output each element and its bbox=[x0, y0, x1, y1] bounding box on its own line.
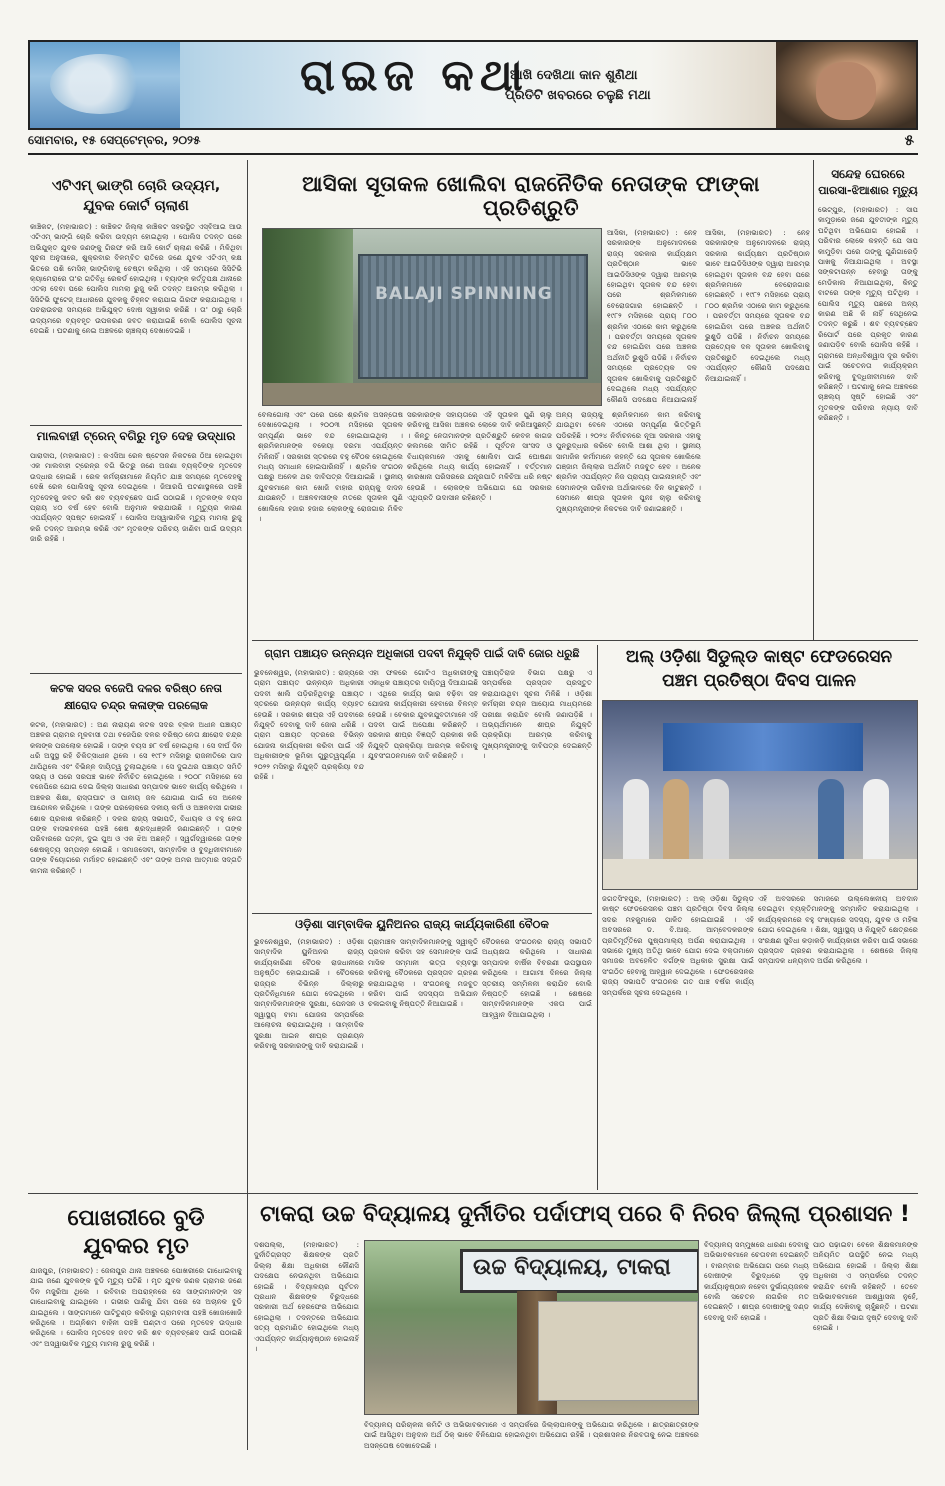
aska-body-4b: ଆସିକା, (ମହାଭାରତ) : ନେହ ସରକାରଙ୍କ ଅନୁମୋଦନରେ ରାଜ୍ୟ ସରକାର କାର୍ଯ୍ୟକ୍ଷମ ପ୍ରତିଷ୍ଠାନ ଭାବେ ଆଇଡିସିଓଙ୍କ ଦ୍ୱାରା ଆରମ୍ଭ ହୋଇଥିବା ସୂତାକଳ ବନ୍ଦ ହେବା ପରେ ଶ୍ରମିକମାନେ ବେରୋଜଗାର ହୋଇଛନ୍ତି । ୧୯୮୨ ମସିହାରେ ପ୍ରାୟ ୮୦୦ ଶ୍ରମିକ ଏଠାରେ କାମ କରୁଥିଲେ । ପରବର୍ତ୍ତୀ ସମୟରେ ସୂତାକଳ ବନ୍ଦ ହୋଇଯିବା ପରେ ଅଞ୍ଚଳର ଅର୍ଥନୀତି ଭୁଶୁଡି ପଡିଛି । ନିର୍ବାଚନ ସମୟରେ ପ୍ରତ୍ୟେକ ଦଳ ସୂତାକଳ ଖୋଲିବାକୁ ପ୍ରତିଶ୍ରୁତି ଦେଇଥିଲେ ମଧ୍ୟ ଏପର୍ଯ୍ୟନ୍ତ କୌଣସି ପଦକ୍ଷେପ ନିଆଯାଇନାହିଁ । bbox=[705, 228, 810, 383]
school-body-3: ବିଦ୍ୟାଳୟ ସମ୍ମୁଖରେ ଧାରଣା ଦେବାକୁ ଅଭିଭାବକମାନେ ଚେତାବନୀ ଦେଇଛନ୍ତି । ବାରମ୍ବାର ଅଭିଯୋଗ ପରେ ମଧ୍ୟ ଦୋଷୀଙ୍କ ବିରୁଦ୍ଧରେ ଦୃଢ଼ କାର୍ଯ୍ୟାନୁଷ୍ଠାନ ନହେବା ଦୁର୍ଭାଗ୍ୟଜନକ ବୋଲି ସଚେତନ ନାଗରିକ ମତ ଦେଇଛନ୍ତି । ଶୀଘ୍ର ଦୋଷୀଙ୍କୁ ଦଣ୍ଡ ଦେବାକୁ ଦାବି ହୋଇଛି । bbox=[704, 1240, 809, 1322]
dateline bbox=[28, 133, 918, 155]
death-body: ଭେଟ୍‌ପୁର, (ମହାଭାରତ) : ସାପ କାମୁଡ଼ାରେ ଜଣେ ଯୁବତୀଙ୍କ ମୃତ୍ୟୁ ଘଟିଥିବା ଅଭିଯୋଗ ହୋଇଛି । ପରିବାର ଲୋକେ କହନ୍ତି ଯେ ସାପ କାମୁଡ଼ିବା ପରେ ତାଙ୍କୁ ଗୁଣିଗାରେଡ଼ି ପାଖକୁ ନିଆଯାଇଥିଲା । ଅବସ୍ଥା ସଙ୍କଟାପନ୍ନ ହେବାରୁ ତାଙ୍କୁ ମେଡିକାଲ ନିଆଯାଇଥିଲା, କିନ୍ତୁ ବାଟରେ ତାଙ୍କ ମୃତ୍ୟୁ ଘଟିଥିଲା । ପୋଲିସ ମୃତ୍ୟୁ ପଛରେ ଅନ୍ୟ କାରଣ ଅଛି କି ନାହିଁ ସେଥିନେଇ ତଦନ୍ତ କରୁଛି । ଶବ ବ୍ୟବଚ୍ଛେଦ ରିପୋର୍ଟ ପରେ ପ୍ରକୃତ କାରଣ ଜଣାପଡ଼ିବ ବୋଲି ପୋଲିସ କହିଛି । ଗ୍ରାମରେ ଅନ୍ଧବିଶ୍ୱାସ ଦୂର କରିବା ପାଇଁ ସଚେତନତା କାର୍ଯ୍ୟକ୍ରମ କରିବାକୁ ବୁଦ୍ଧିଜୀବୀମାନେ ଦାବି କରିଛନ୍ତି । ଘଟଣାକୁ ନେଇ ଅଞ୍ଚଳରେ ଚାଞ୍ଚଲ୍ୟ ସୃଷ୍ଟି ହୋଇଛି ଏବଂ ମୃତକଙ୍କ ପରିବାର ନ୍ୟାୟ ଦାବି କରିଛନ୍ତି । bbox=[818, 205, 918, 423]
masthead bbox=[28, 40, 918, 130]
pond-body: ଯାଜପୁର, (ମହାଭାରତ) : ଜେନାପୁର ଥାନା ଅଞ୍ଚଳରେ ପୋଖରୀରେ ଗାଧୋଇବାକୁ ଯାଇ ଜଣେ ଯୁବକଙ୍କ ବୁଡି ମୃତ୍ୟୁ ଘଟିଛି । ମୃତ ଯୁବକ ଜଣକ ଗ୍ରାମର ଜଣେ ଦିନ ମଜୁରିଆ ଥିଲେ । ରବିବାର ଅପରାହ୍ନରେ ସେ ସାଙ୍ଗମାନଙ୍କ ସହ ଗାଧୋଇବାକୁ ଯାଇଥିଲେ । ଗଭୀର ପାଣିକୁ ଯିବା ପରେ ସେ ଅଚାନକ ବୁଡି ଯାଇଥିଲେ । ସାଙ୍ଗମାନେ ପାଟିତୁଣ୍ଡ କରିବାରୁ ଗ୍ରାମବାସୀ ପହଞ୍ଚି ଖୋଜାଖୋଜି କରିଥିଲେ । ଅଗ୍ନିଶମ ବାହିନୀ ପହଞ୍ଚି ଘଣ୍ଟାଏ ପରେ ମୃତଦେହ ଉଦ୍ଧାର କରିଥିଲେ । ପୋଲିସ ମୃତଦେହ ଜବତ କରି ଶବ ବ୍ୟବଚ୍ଛେଦ ପାଇଁ ପଠାଇଛି ଏବଂ ଅସ୍ୱାଭାବିକ ମୃତ୍ୟୁ ମାମଲା ରୁଜୁ କରିଛି । bbox=[30, 1266, 242, 1348]
atm-headline-2: ଯୁବକ କୋର୍ଟ ଚାଲାଣ bbox=[83, 198, 189, 214]
train-body: ପାରାଦୀପ, (ମହାଭାରତ) : କଏସିଆ ରେଳ ଷ୍ଟେସନ ନିକଟରେ ଠିଆ ହୋଇଥିବା ଏକ ମାଲବାହୀ ଟ୍ରେନ୍‌ର ବଗି ଭିତରୁ ଜଣେ ଅଜଣା ବ୍ୟକ୍ତିଙ୍କ ମୃତଦେହ ଉଦ୍ଧାର ହୋଇଛି । ରେଳ କର୍ମଚାରୀମାନେ ନିୟମିତ ଯାଞ୍ଚ ସମୟରେ ମୃତଦେହକୁ ଦେଖି ରେଳ ପୋଲିସକୁ ସୂଚନା ଦେଇଥିଲେ । ଜିଆରପି ଘଟଣାସ୍ଥଳରେ ପହଞ୍ଚି ମୃତଦେହକୁ ଜବତ କରି ଶବ ବ୍ୟବଚ୍ଛେଦ ପାଇଁ ପଠାଇଛି । ମୃତକଙ୍କ ବୟସ ପ୍ରାୟ ୪୦ ବର୍ଷ ହେବ ବୋଲି ଅନୁମାନ କରାଯାଉଛି । ମୃତ୍ୟୁର କାରଣ ଏପର୍ଯ୍ୟନ୍ତ ସ୍ପଷ୍ଟ ହୋଇନାହିଁ । ପୋଲିସ ଅସ୍ୱାଭାବିକ ମୃତ୍ୟୁ ମାମଲା ରୁଜୁ କରି ତଦନ୍ତ ଆରମ୍ଭ କରିଛି ଏବଂ ମୃତକଙ୍କ ପରିଚୟ ଜାଣିବା ପାଇଁ ଉଦ୍ୟମ ଜାରି ରହିଛି । bbox=[30, 451, 242, 544]
photo-banner bbox=[663, 723, 863, 771]
school-body-2: ବିଦ୍ୟାଳୟ ପରିଚାଳନା କମିଟି ଓ ଅଭିଭାବକମାନେ ଏ ସମ୍ପର୍କରେ ଜିଲ୍ଲାପାଳଙ୍କୁ ଅଭିଯୋଗ କରିଥିଲେ । ଛାତ୍ରଛାତ୍ରୀଙ୍କ ପାଇଁ ଆସିଥିବା ଅନୁଦାନ ଅର୍ଥ ଠିକ୍ ଭାବେ ବିନିଯୋଗ ହୋଇନଥିବା ଅଭିଯୋଗ ରହିଛି । ପ୍ରଶାସନର ନିରବତାକୁ ନେଇ ଅଞ୍ଚଳରେ ଅସନ୍ତୋଷ ଦେଖାଦେଇଛି । bbox=[364, 1420, 699, 1450]
federation-headline-1: ଅଲ୍ ଓଡ଼ିଶା ସିଡୁଲ୍ଡ କାଷ୍ଟ ଫେଡରେସନ bbox=[625, 647, 893, 667]
aska-body-4a: ଅନ୍ୟ ରାଜ୍ୟକୁ ଶ୍ରମିକମାନେ କାମ କରିବାକୁ ଯାଉଥିବା ବେଳେ ଏଠାରେ ସମ୍ପୂର୍ଣ୍ଣ ଭିତ୍ତିଭୂମି ପଡିରହିଛି । ୨୦୨୪ ନିର୍ବାଚନରେ ନୂଆ ସରକାର ଏହାକୁ ପୁନରୁଦ୍ଧାର କରିବେ ବୋଲି ଆଶା ଥିଲା । ସ୍ଥାନୀୟ ସାମାଜିକ କର୍ମୀମାନେ କହନ୍ତି ଯେ ସୂତାକଳ ଖୋଲିଲେ ଗଞ୍ଜାମ ଜିଲ୍ଲାର ଅର୍ଥନୀତି ମଜବୁତ ହେବ । ଅନେକ ଶ୍ରମିକ ଏପର୍ଯ୍ୟନ୍ତ ନିଜ ପ୍ରାପ୍ୟ ପାଇନାହାନ୍ତି ଏବଂ ସେମାନଙ୍କ ପରିବାର ଅର୍ଥାଭାବରେ ଦିନ କାଟୁଛନ୍ତି । ସେମାନେ ଶୀଘ୍ର ସୂତାକଳ ପୁନଃ ଚାଲୁ କରିବାକୁ ମୁଖ୍ୟମନ୍ତ୍ରୀଙ୍କ ନିକଟରେ ଦାବି ଜଣାଇଛନ୍ତି । bbox=[556, 410, 701, 513]
death-headline-2: ପାରସା-ଝିଆଶାର ମୃତ୍ୟୁ bbox=[818, 184, 918, 197]
school-gate-photo bbox=[364, 1240, 699, 1415]
masthead-child-photo bbox=[776, 42, 916, 128]
gram-body-1: ଭୁବନେଶ୍ୱର, (ମହାଭାରତ) : ରାଜ୍ୟରେ ଗ୍ରାମ ପଞ୍ଚାୟତ ଉନ୍ନୟନ ଅଧିକାରୀ ପଦବୀ ଖାଲି ପଡ଼ିରହିଥିବାରୁ ପଞ୍ଚାୟତ ସ୍ତରରେ ଉନ୍ନୟନ କାର୍ଯ୍ୟ ବ୍ୟାହତ ହେଉଛି । ସରକାର ଶୀଘ୍ର ଏହି ପଦବୀରେ ନିଯୁକ୍ତି ଦେବାକୁ ଦାବି ଜୋର ଧରିଛି । ଗ୍ରାମ ପଞ୍ଚାୟତ ସ୍ତରରେ ବିଭିନ୍ନ ଯୋଜନା କାର୍ଯ୍ୟକାରୀ କରିବା ପାଇଁ ଏହି ଅଧିକାରୀଙ୍କ ଭୂମିକା ଗୁରୁତ୍ୱପୂର୍ଣ୍ଣ । ୨୦୨୨ ମସିହାରୁ ନିଯୁକ୍ତି ପ୍ରକ୍ରିୟା ବନ୍ଦ ରହିଛି । bbox=[254, 668, 364, 782]
federation-body-2: ଏହି ଅବସରରେ ସମାଜରେ ଉଲ୍ଲେଖନୀୟ ଅବଦାନ ଦେଇଥିବା ବ୍ୟକ୍ତିମାନଙ୍କୁ ସମ୍ମାନିତ କରାଯାଇଥିଲା । କାର୍ଯ୍ୟକ୍ରମରେ ବହୁ ସଂଖ୍ୟାରେ ସଦସ୍ୟ, ଯୁବକ ଓ ମହିଳା ଯୋଗ ଦେଇଥିଲେ । ଶିକ୍ଷା, ସ୍ୱାସ୍ଥ୍ୟ ଓ ନିଯୁକ୍ତି କ୍ଷେତ୍ରରେ ସଂରକ୍ଷଣ ସୁବିଧା କଡ଼ାକଡ଼ି କାର୍ଯ୍ୟକାରୀ କରିବା ପାଇଁ ସଭାରେ ପ୍ରସ୍ତାବ ଗ୍ରହଣ କରାଯାଇଥିଲା । ଶେଷରେ ଜିଲ୍ଲା ସମ୍ପାଦକ ଧନ୍ୟବାଦ ଅର୍ପଣ କରିଥିଲେ । bbox=[758, 894, 918, 966]
section-divider bbox=[28, 1193, 918, 1194]
newspaper-title: ରାଇଜ କଥା bbox=[300, 50, 529, 101]
photo-building bbox=[538, 1301, 698, 1401]
gram-body-2: ଏହା ଫଳରେ ଗୋଟିଏ ଅଧିକାରୀଙ୍କୁ ଏକାଧିକ ପଞ୍ଚାୟତର ଦାୟିତ୍ୱ ଦିଆଯାଇଛି । ଏଥିରେ କାର୍ଯ୍ୟ ଭାର ବଢ଼ିବା ସହ ଯୋଜନା କାର୍ଯ୍ୟକାରୀ ହେବାରେ ବିଳମ୍ବ ହେଉଛି । ବେକାର ଯୁବକଯୁବତୀମାନେ ଏହି ପଦବୀ ପାଇଁ ଅପେକ୍ଷା କରିଛନ୍ତି । ସରକାର ଶୀଘ୍ର ବିଜ୍ଞପ୍ତି ପ୍ରକାଶ କରି ନିଯୁକ୍ତି ପ୍ରକ୍ରିୟା ଆରମ୍ଭ କରିବାକୁ ଯୁବସଂଗଠନମାନେ ଦାବି କରିଛନ୍ତି । bbox=[368, 668, 478, 761]
school-body-1: ଦଶପଲ୍ଲା, (ମହାଭାରତ) : ଦୁର୍ନୀତିଗ୍ରସ୍ତ ଶିକ୍ଷକଙ୍କ ପ୍ରତି ଜିଲ୍ଲା ଶିକ୍ଷା ଅଧିକାରୀ କୌଣସି ପଦକ୍ଷେପ ନେଉନଥିବା ଅଭିଯୋଗ ହୋଇଛି । ବିଦ୍ୟାଳୟର ପୂର୍ବତନ ପ୍ରଧାନ ଶିକ୍ଷକଙ୍କ ବିରୁଦ୍ଧରେ ସରକାରୀ ଅର୍ଥ ହେରଫେର ଅଭିଯୋଗ ହୋଇଥିଲା । ତଦନ୍ତରେ ଅଭିଯୋଗ ସତ୍ୟ ପ୍ରମାଣିତ ହୋଇଥିଲେ ମଧ୍ୟ ଏପର୍ଯ୍ୟନ୍ତ କାର୍ଯ୍ୟାନୁଷ୍ଠାନ ହୋଇନାହିଁ । bbox=[254, 1240, 359, 1354]
photo-ground bbox=[263, 383, 601, 405]
issue-date: ସୋମବାର, ୧୫ ସେପ୍ଟେମ୍ବର, ୨୦୨୫ bbox=[28, 133, 201, 147]
article-divider bbox=[252, 913, 592, 914]
atm-body: କାଞ୍ଚିକଟ, (ମହାଭାରତ) : କାଞ୍ଚିକଟ ଜିଲ୍ଲା କାଞ୍ଚିକଟ ସହରସ୍ଥିତ ଏସ୍‌ବିଆଇ ଆଉ ଏଟିଏମ୍ ଭାଙ୍ଗି ଚୋରି କରିବା ଉଦ୍ୟମ ହୋଇଥିଲା । ପୋଲିସ ତଦନ୍ତ ପରେ ଅଭିଯୁକ୍ତ ଯୁବକ ଜଣଙ୍କୁ ଗିରଫ କରି ଆଜି କୋର୍ଟ ଚାଲାଣ କରିଛି । ମିଳିଥିବା ସୂଚନା ଅନୁସାରେ, ଶୁକ୍ରବାର ବିଳମ୍ବିତ ରାତିରେ ଜଣେ ଯୁବକ ଏଟିଏମ୍ କକ୍ଷ ଭିତରେ ପଶି ମେସିନ୍ ଭାଙ୍ଗିବାକୁ ଚେଷ୍ଟା କରିଥିଲା । ଏହି ସମୟରେ ସିସିଟିଭି କ୍ୟାମେରାରେ ତା'ର ଗତିବିଧି ରେକର୍ଡ ହୋଇଥିଲା । ବ୍ୟାଙ୍କ କର୍ତ୍ତୃପକ୍ଷ ଥାନାରେ ଏତଲା ଦେବା ପରେ ପୋଲିସ ମାମଲା ରୁଜୁ କରି ତଦନ୍ତ ଆରମ୍ଭ କରିଥିଲା । ସିସିଟିଭି ଫୁଟେଜ୍ ଆଧାରରେ ଯୁବକକୁ ଚିହ୍ନଟ କରାଯାଇ ଗିରଫ କରାଯାଇଥିଲା । ପଚରାଉଚରା ସମୟରେ ଅଭିଯୁକ୍ତ ଦୋଷ ସ୍ୱୀକାର କରିଛି । ତା' ଠାରୁ ଚୋରି ଉଦ୍ୟମରେ ବ୍ୟବହୃତ ଉପକରଣ ଜବତ କରାଯାଇଛି ବୋଲି ପୋଲିସ ସୂଚନା ଦେଇଛି । ଘଟଣାକୁ ନେଇ ଅଞ୍ଚଳରେ ଚାଞ୍ଚଲ୍ୟ ଦେଖାଦେଇଛି । bbox=[30, 222, 242, 336]
pond-headline-1: ପୋଖରୀରେ ବୁଡି bbox=[67, 1206, 205, 1231]
photo-person bbox=[863, 779, 889, 869]
page-number: ୫ bbox=[904, 131, 914, 149]
photo-tree bbox=[263, 229, 353, 405]
column-divider bbox=[247, 160, 248, 1450]
union-headline: ଓଡ଼ିଶା ସାମ୍ବାଦିକ ୟୁନିଅନର ରାଜ୍ୟ କାର୍ଯ୍ୟକାରିଣୀ ବୈଠକ bbox=[295, 917, 549, 931]
school-headline: ଟାକରା ଉଚ୍ଚ ବିଦ୍ୟାଳୟ ଦୁର୍ନୀତିର ପର୍ଦାଫାସ୍ ପରେ ବି ନିରବ ଜିଲ୍ଲା ପ୍ରଶାସନ ! bbox=[260, 1202, 910, 1227]
aska-headline: ଆସିକା ସୂତାକଳ ଖୋଲିବା ରାଜନୈତିକ ନେତାଙ୍କ ଫାଙ୍କା ପ୍ରତିଶ୍ରୁତି bbox=[302, 172, 760, 221]
article-divider bbox=[30, 673, 242, 674]
photo-person bbox=[818, 779, 844, 869]
aska-body-3: ସରକାରଙ୍କ ସହାୟତାରେ ଏହି ସୂତାକଳ ପୁଣି ଚାଲୁ କରିବାକୁ ଆସିକା ଅଞ୍ଚଳର ଲୋକେ ଦାବି କରିଆସୁଛନ୍ତି । କିନ୍ତୁ ନେତାମାନଙ୍କ ପ୍ରତିଶ୍ରୁତି କେବଳ କାଗଜ କଲମରେ ସୀମିତ ରହିଛି । ପୂର୍ବତନ ସାଂସଦ ଓ ବିଧାୟକମାନେ ଏହାକୁ ଖୋଲିବା ପାଇଁ ଘୋଷଣା କରିଥିଲେ ମଧ୍ୟ କାର୍ଯ୍ୟ ହୋଇନାହିଁ । ବର୍ତ୍ତମାନ କାରଖାନା ପରିସରରେ ଯନ୍ତ୍ରପାତି ମଳିଚିଆ ଧରି ନଷ୍ଟ ହେଉଛି । ଲୋକଙ୍କ ଅଭିଯୋଗ ଯେ ସରକାର ଏଥିପ୍ରତି ଉଦାସୀନ ରହିଛନ୍ତି । bbox=[407, 410, 552, 503]
gram-body-3: ପଞ୍ଚାୟତିରାଜ ବିଭାଗ ପକ୍ଷରୁ ଏ ସମ୍ପର୍କରେ ପ୍ରସ୍ତାବ ପ୍ରସ୍ତୁତ କରାଯାଉଥିବା ସୂଚନା ମିଳିଛି । ଓଡ଼ିଶା କର୍ମଚାରୀ ଚୟନ ଆୟୋଗ ମାଧ୍ୟମରେ ପରୀକ୍ଷା କରାଯିବ ବୋଲି ଜଣାପଡ଼ିଛି । ଅଭ୍ୟର୍ଥୀମାନେ ଶୀଘ୍ର ନିଯୁକ୍ତି ପ୍ରକ୍ରିୟା ଆରମ୍ଭ କରିବାକୁ ମୁଖ୍ୟମନ୍ତ୍ରୀଙ୍କୁ ଦାବିପତ୍ର ଦେଇଛନ୍ତି । bbox=[482, 668, 592, 761]
federation-body-1: ଜଗତସିଂହପୁର, (ମହାଭାରତ) : ଅଲ୍ ଓଡ଼ିଶା ସିଡୁଲ୍ଡ କାଷ୍ଟ ଫେଡରେସନର ପଞ୍ଚମ ପ୍ରତିଷ୍ଠା ଦିବସ ଜିଲ୍ଲା ସଦର ମହକୁମାରେ ପାଳିତ ହୋଇଯାଇଛି । ଏହି ଅବସରରେ ଡ. ବି.ଆର୍. ଆମ୍ବେଦକରଙ୍କ ପ୍ରତିମୂର୍ତ୍ତିରେ ପୁଷ୍ପମାଲ୍ୟ ଅର୍ପଣ କରାଯାଇଥିଲା । ସଭାରେ ମୁଖ୍ୟ ଅତିଥି ଭାବେ ଯୋଗ ଦେଇ ବକ୍ତାମାନେ ସମାଜର ଅବହେଳିତ ବର୍ଗଙ୍କ ଅଧିକାର ସୁରକ୍ଷା ପାଇଁ ସଂଗଠିତ ହେବାକୁ ଆହ୍ୱାନ ଦେଇଥିଲେ । ଫେଡରେସନର ରାଜ୍ୟ ସଭାପତି ସଂଗଠନର ଗତ ପାଞ୍ଚ ବର୍ଷର କାର୍ଯ୍ୟ ସମ୍ପର୍କରେ ସୂଚନା ଦେଇଥିଲେ । bbox=[602, 894, 754, 997]
photo-signboard bbox=[460, 1249, 699, 1293]
bjd-headline-1: କଟକ ସଦର ବଜେପି ଦଳର ବରିଷ୍ଠ ନେତା bbox=[50, 682, 222, 695]
photo-person bbox=[623, 779, 649, 869]
union-body-1: ଭୁବନେଶ୍ୱର, (ମହାଭାରତ) : ଓଡ଼ିଶା ସାମ୍ବାଦିକ ୟୁନିଅନର ରାଜ୍ୟ କାର୍ଯ୍ୟକାରିଣୀ ବୈଠକ ରାଜଧାନୀରେ ଅନୁଷ୍ଠିତ ହୋଇଯାଇଛି । ବୈଠକରେ ରାଜ୍ୟର ବିଭିନ୍ନ ଜିଲ୍ଲାରୁ ପ୍ରତିନିଧିମାନେ ଯୋଗ ଦେଇଥିଲେ । ସାମ୍ବାଦିକମାନଙ୍କ ସୁରକ୍ଷା, ପେନସନ ଓ ସ୍ୱାସ୍ଥ୍ୟ ବୀମା ଯୋଜନା ସମ୍ପର୍କରେ ଆଲୋଚନା କରାଯାଇଥିଲା । ସାମ୍ବାଦିକ ସୁରକ୍ଷା ଆଇନ ଶୀଘ୍ର ପ୍ରଣୟନ କରିବାକୁ ସରକାରଙ୍କୁ ଦାବି କରାଯାଇଛି । bbox=[254, 937, 364, 1051]
atm-headline-1: ଏଟିଏମ୍ ଭାଙ୍ଗି ଚୋରି ଉଦ୍ୟମ, bbox=[51, 178, 221, 194]
masthead-sky-graphic bbox=[30, 42, 180, 128]
masthead-tagline-1: ଆଖି ଦେଖିଥା କାନ ଶୁଣିଥା bbox=[510, 68, 638, 83]
death-headline-1: ସନ୍ଦେହ ଘେରରେ bbox=[831, 167, 905, 181]
photo-school-sign: ଉଚ୍ଚ ବିଦ୍ୟାଳୟ, ଟାକରା bbox=[473, 1254, 671, 1280]
photo-table bbox=[603, 859, 917, 889]
aska-body-2: ବେଲଗୋଲା ଏବଂ ପରେ ପରେ ଶ୍ରମିକ ଅସନ୍ତୋଷ ଦେଖାଦେଇଥିଲା । ୨୦୦୩ ମସିହାରେ ସୂତାକଳ ସମ୍ପୂର୍ଣ୍ଣ ଭାବେ ବନ୍ଦ ହୋଇଯାଇଥିଲା । ଶ୍ରମିକମାନଙ୍କ ବକେୟା ଦରମା ଏପର୍ଯ୍ୟନ୍ତ ମିଳିନାହିଁ । ସରକାରୀ ସ୍ତରରେ ବହୁ ବୈଠକ ହୋଇଥିଲେ ମଧ୍ୟ ସମାଧାନ ହୋଇପାରିନାହିଁ । ଶ୍ରମିକ ସଂଗଠନ ପକ୍ଷରୁ ଅନେକ ଥର ଦାବିପତ୍ର ଦିଆଯାଇଛି । ସ୍ଥାନୀୟ ଯୁବକମାନେ କାମ ଖୋଜି ବାହାର ରାଜ୍ୟକୁ ଦାଦନ ଯାଉଛନ୍ତି । ଅଞ୍ଚଳବାସୀଙ୍କ ମତରେ ସୂତାକଳ ପୁଣି ଖୋଲିଲେ ହଜାର ହଜାର ଲୋକଙ୍କୁ ରୋଜଗାର ମିଳିବ । bbox=[258, 410, 403, 524]
train-headline: ମାଲବାହୀ ଟ୍ରେନ୍ ବଗିରୁ ମୃତ ଦେହ ଉଦ୍ଧାର bbox=[36, 429, 236, 443]
aska-body-1: ଆସିକା, (ମହାଭାରତ) : ନେହ ସରକାରଙ୍କ ଅନୁମୋଦନରେ ରାଜ୍ୟ ସରକାର କାର୍ଯ୍ୟକ୍ଷମ ପ୍ରତିଷ୍ଠାନ ଭାବେ ଆଇଡିସିଓଙ୍କ ଦ୍ୱାରା ଆରମ୍ଭ ହୋଇଥିବା ସୂତାକଳ ବନ୍ଦ ହେବା ପରେ ଶ୍ରମିକମାନେ ବେରୋଜଗାର ହୋଇଛନ୍ତି । ୧୯୮୨ ମସିହାରେ ପ୍ରାୟ ୮୦୦ ଶ୍ରମିକ ଏଠାରେ କାମ କରୁଥିଲେ । ପରବର୍ତ୍ତୀ ସମୟରେ ସୂତାକଳ ବନ୍ଦ ହୋଇଯିବା ପରେ ଅଞ୍ଚଳର ଅର୍ଥନୀତି ଭୁଶୁଡି ପଡିଛି । ନିର୍ବାଚନ ସମୟରେ ପ୍ରତ୍ୟେକ ଦଳ ସୂତାକଳ ଖୋଲିବାକୁ ପ୍ରତିଶ୍ରୁତି ଦେଇଥିଲେ ମଧ୍ୟ ଏପର୍ଯ୍ୟନ୍ତ କୌଣସି ପଦକ୍ଷେପ ନିଆଯାଇନାହିଁ bbox=[607, 228, 697, 404]
aska-mill-gate-photo bbox=[262, 228, 602, 406]
section-divider bbox=[252, 640, 918, 641]
article-divider bbox=[30, 425, 242, 426]
pond-headline-2: ଯୁବକର ମୃତ bbox=[83, 1234, 189, 1259]
union-body-2: ଗ୍ରାମାଞ୍ଚଳ ସାମ୍ବାଦିକମାନଙ୍କୁ ସ୍ୱୀକୃତି ପ୍ରଦାନ କରିବା ସହ ସେମାନଙ୍କ ପାଇଁ ମାସିକ ସମ୍ମାନୀ ଭତ୍ତା ବ୍ୟବସ୍ଥା କରିବାକୁ ବୈଠକରେ ପ୍ରସ୍ତାବ ଗ୍ରହଣ କରାଯାଇଥିଲା । ସଂଗଠନକୁ ମଜବୁତ କରିବା ପାଇଁ ସଦସ୍ୟତା ଅଭିଯାନ ଚଳାଇବାକୁ ନିଷ୍ପତ୍ତି ନିଆଯାଇଛି । bbox=[368, 937, 478, 1009]
gram-headline: ଗ୍ରାମ ପଞ୍ଚାୟତ ଉନ୍ନୟନ ଅଧିକାରୀ ପଦବୀ ନିଯୁକ୍ତି ପାଇଁ ଦାବି ଜୋର ଧରୁଛି bbox=[264, 647, 580, 660]
photo-gate bbox=[358, 254, 588, 379]
federation-headline-2: ପଞ୍ଚମ ପ୍ରତିଷ୍ଠା ଦିବସ ପାଳନ bbox=[662, 671, 856, 691]
column-divider bbox=[597, 645, 598, 1190]
school-body-4: ପାଠ ପଢ଼ାଇବା ବେଳେ ଶିକ୍ଷକମାନଙ୍କ ଅନିୟମିତ ଉପସ୍ଥିତି ନେଇ ମଧ୍ୟ ଅଭିଯୋଗ ହୋଇଛି । ଜିଲ୍ଲା ଶିକ୍ଷା ଅଧିକାରୀ ଏ ସମ୍ପର୍କରେ ତଦନ୍ତ କରାଯିବ ବୋଲି କହିଛନ୍ତି । ତେବେ ଅଭିଭାବକମାନେ ଆଶ୍ୱାସନା ନୁହେଁ, କାର୍ଯ୍ୟ ଦେଖିବାକୁ ଚାହୁଁଛନ୍ତି । ଘଟଣା ପ୍ରତି ଶିକ୍ଷା ବିଭାଗ ଦୃଷ୍ଟି ଦେବାକୁ ଦାବି ହୋଇଛି । bbox=[813, 1240, 918, 1333]
masthead-tagline-2: ପ୍ରତିଟି ଖବରରେ ଚଳୁଛି ମଥା bbox=[505, 88, 651, 103]
bjd-body: କଟକ, (ମହାଭାରତ) : ଅଣ ନାରାୟଣ କଟକ ସଦର ବ୍ଲକ ଅଧୀନ ପଞ୍ଚାୟତ ଅଞ୍ଚଳର ଗ୍ରାମର ମୂଳବାସୀ ତଥା ବଜେପିର ଦଳର ବରିଷ୍ଠ ନେତା କ୍ଷୀରୋଦ ଚନ୍ଦ୍ର କଳାଙ୍କ ପରଲୋକ ହୋଇଛି । ତାଙ୍କ ବୟସ ୭୮ ବର୍ଷ ହୋଇଥିଲା । ସେ ଦୀର୍ଘ ଦିନ ଧରି ଅସୁସ୍ଥ ରହି ଚିକିତ୍ସାଧୀନ ଥିଲେ । ସେ ୧୯୮୨ ମସିହାରୁ ରାଜନୀତିରେ ପାଦ ଥାପିଥିଲେ ଏବଂ ବିଭିନ୍ନ ଦାୟିତ୍ୱ ତୁଲାଇଥିଲେ । ସେ ଦୁଇଥର ପଞ୍ଚାୟତ ସମିତି ସଭ୍ୟ ଓ ପରେ ସରପଞ୍ଚ ଭାବେ ନିର୍ବାଚିତ ହୋଇଥିଲେ । ୨୦୦୮ ମସିହାରେ ସେ ବଜେପିରେ ଯୋଗ ଦେଇ ଜିଲ୍ଲା ସାଧାରଣ ସମ୍ପାଦକ ଭାବେ କାର୍ଯ୍ୟ କରିଥିଲେ । ଅଞ୍ଚଳର ଶିକ୍ଷା, ରାସ୍ତାଘାଟ ଓ ପାନୀୟ ଜଳ ଯୋଗାଣ ପାଇଁ ସେ ଅନେକ ଆନ୍ଦୋଳନ କରିଥିଲେ । ତାଙ୍କ ପରଲୋକରେ ଦଳୀୟ କର୍ମୀ ଓ ଅଞ୍ଚଳବାସୀ ଗଭୀର ଶୋକ ପ୍ରକାଶ କରିଛନ୍ତି । ଦଳର ରାଜ୍ୟ ସଭାପତି, ବିଧାୟକ ଓ ବହୁ ନେତା ତାଙ୍କ ବାସଭବନରେ ପହଞ୍ଚି ଶେଷ ଶ୍ରଦ୍ଧାଞ୍ଜଳି ଜଣାଇଛନ୍ତି । ତାଙ୍କ ପରିବାରରେ ପତ୍ନୀ, ଦୁଇ ପୁଅ ଓ ଏକ ଝିଅ ଅଛନ୍ତି । ସ୍ୱର୍ଗଦ୍ୱାରରେ ତାଙ୍କ ଶେଷକୃତ୍ୟ ସମ୍ପନ୍ନ ହୋଇଛି । ସମାଜସେବୀ, ସାମ୍ବାଦିକ ଓ ବୁଦ୍ଧିଜୀବୀମାନେ ତାଙ୍କ ବିୟୋଗରେ ମର୍ମାହତ ହୋଇଛନ୍ତି ଏବଂ ତାଙ୍କ ଅମର ଆତ୍ମାର ସଦ୍‌ଗତି କାମନା କରିଛନ୍ତି । bbox=[30, 720, 242, 875]
column-divider bbox=[813, 160, 814, 640]
photo-person bbox=[663, 779, 689, 869]
photo-person bbox=[703, 779, 729, 869]
bjd-headline-2: କ୍ଷୀରୋଦ ଚନ୍ଦ୍ର କଳାଙ୍କ ପରଲୋକ bbox=[64, 699, 208, 712]
union-body-3: ବୈଠକରେ ସଂଗଠନର ରାଜ୍ୟ ସଭାପତି ଅଧ୍ୟକ୍ଷତା କରିଥିଲେ । ସାଧାରଣ ସମ୍ପାଦକ ବାର୍ଷିକ ବିବରଣୀ ଉପସ୍ଥାପନ କରିଥିଲେ । ଆଗାମୀ ଦିନରେ ଜିଲ୍ଲା ସ୍ତରୀୟ ସମ୍ମିଳନୀ କରାଯିବ ବୋଲି ନିଷ୍ପତ୍ତି ହୋଇଛି । ଶେଷରେ ସାମ୍ବାଦିକମାନଙ୍କ ଏକତା ପାଇଁ ଆହ୍ୱାନ ଦିଆଯାଇଥିଲା । bbox=[482, 937, 592, 1019]
federation-event-photo bbox=[602, 700, 918, 890]
photo-gate-sign: BALAJI SPINNING bbox=[375, 284, 553, 304]
